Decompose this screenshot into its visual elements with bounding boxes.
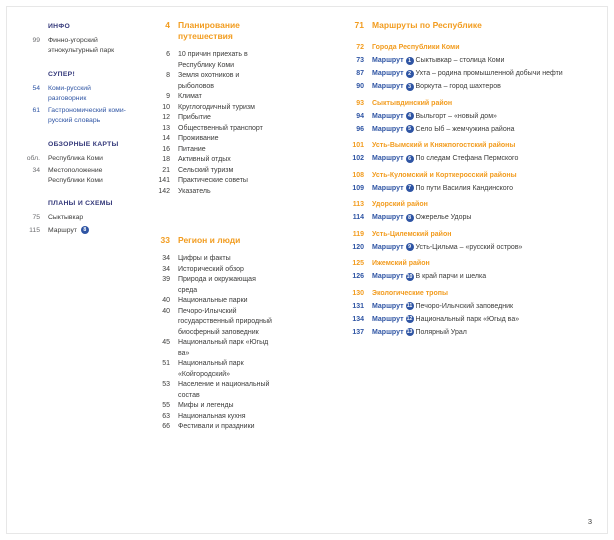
toc-entry	[20, 106, 130, 126]
group-page-number: 125	[352, 260, 364, 268]
toc-entry	[150, 103, 272, 114]
toc-entry	[150, 412, 272, 423]
entry-label: Активный отдых	[178, 156, 231, 164]
group-page-number: 108	[352, 171, 364, 179]
route-entry-text: Печоро-Илычский заповедник	[415, 302, 514, 310]
route-entry	[344, 302, 604, 313]
entry-page-number: 87	[356, 70, 364, 78]
toc-entry	[150, 71, 272, 92]
sidebar-section-title: ОБЗОРНЫЕ КАРТЫ	[48, 140, 119, 148]
route-entry-text: Сыктывкар – столица Коми	[415, 57, 505, 65]
route-number-badge: 4	[406, 112, 414, 120]
entry-page-number: 94	[356, 112, 364, 120]
page-number: 3	[587, 517, 592, 526]
route-number-badge: 9	[406, 243, 414, 251]
route-group-header	[344, 230, 604, 241]
route-word-label: Маршрут	[372, 302, 404, 310]
group-page-number: 101	[352, 142, 364, 150]
entry-page-number: 9	[166, 93, 170, 101]
toc-entry	[150, 296, 272, 307]
toc-entry	[150, 187, 272, 198]
route-entry	[344, 213, 604, 224]
entry-label: Фестивали и праздники	[178, 423, 255, 431]
entry-page-number: 34	[32, 166, 40, 174]
route-word-label: Маршрут	[372, 243, 404, 251]
toc-entry	[150, 113, 272, 124]
entry-page-number: 53	[162, 381, 170, 389]
route-group-header	[344, 200, 604, 211]
sidebar-section-title: ПЛАНЫ И СХЕМЫ	[48, 200, 113, 208]
route-group-header	[344, 171, 604, 182]
entry-page-number: 40	[162, 297, 170, 305]
route-number-badge: 7	[406, 184, 414, 192]
entry-label: Проживание	[178, 135, 219, 143]
route-word-label: Маршрут	[372, 125, 404, 133]
route-word-label: Маршрут	[372, 315, 404, 323]
route-number-badge: 8	[406, 214, 414, 222]
route-label	[372, 184, 604, 195]
route-entry-text: Национальный парк «Югыд ва»	[415, 315, 520, 323]
entry-page-number: 131	[352, 302, 364, 310]
route-number-badge: 12	[406, 316, 413, 323]
entry-page-number: 114	[352, 214, 364, 222]
toc-entry	[150, 92, 272, 103]
entry-label: 10 причин приехать в Республику Коми	[178, 51, 248, 69]
route-entry	[344, 112, 604, 123]
route-label	[372, 69, 604, 80]
route-group	[344, 230, 604, 254]
entry-label: Исторический обзор	[178, 265, 244, 273]
route-entry	[344, 69, 604, 80]
entry-label: Прибытие	[178, 114, 211, 122]
entry-page-number: 134	[352, 315, 364, 323]
route-entry	[344, 82, 604, 93]
entry-page-number: 137	[352, 328, 364, 336]
entry-page-number: 63	[162, 412, 170, 420]
route-group-title: Усть-Вымский и Княжпогостский районы	[372, 142, 516, 150]
route-label	[372, 315, 604, 326]
toc-entry	[150, 134, 272, 145]
route-group-title: Ижемский район	[372, 260, 430, 268]
route-label	[372, 154, 604, 165]
entry-page-number: 73	[356, 57, 364, 65]
route-entry	[344, 272, 604, 283]
entry-label: Общественный транспорт	[178, 124, 263, 132]
entry-page-number: 55	[162, 402, 170, 410]
toc-entry	[150, 380, 272, 401]
route-number-badge: 2	[406, 70, 414, 78]
entry-page-number: 54	[32, 84, 40, 92]
entry-label: Национальный парк «Югыд ва»	[178, 339, 269, 357]
entry-page-number: 16	[162, 145, 170, 153]
entry-label: Круглогодичный туризм	[178, 103, 255, 111]
entry-label: Местоположение Республики Коми	[48, 166, 103, 185]
route-number-badge: 6	[406, 155, 414, 163]
route-label	[372, 82, 604, 93]
route-entry-text: По следам Стефана Пермского	[415, 155, 519, 163]
sidebar-section	[20, 199, 130, 236]
entry-label: Население и национальный состав	[178, 381, 270, 399]
route-word-label: Маршрут	[372, 184, 404, 192]
entry-label: Сыктывкар	[48, 214, 84, 222]
toc-entry	[150, 265, 272, 276]
toc-entry	[20, 36, 130, 56]
toc-entry	[150, 145, 272, 156]
route-group-title: Города Республики Коми	[372, 44, 460, 52]
group-page-number: 119	[352, 230, 364, 238]
route-label	[372, 328, 604, 339]
route-number-badge: 3	[406, 83, 414, 91]
route-label	[372, 243, 604, 254]
section-page-number: 33	[160, 235, 170, 246]
entry-page-number: обл.	[26, 154, 40, 162]
toc-entry	[20, 213, 130, 223]
main-toc-column	[150, 20, 272, 433]
entry-page-number: 8	[166, 72, 170, 80]
route-word-label: Маршрут	[372, 328, 404, 336]
route-label	[372, 272, 604, 283]
toc-entry	[150, 254, 272, 265]
toc-entry	[150, 124, 272, 135]
section-title: Регион и люди	[178, 235, 241, 246]
entry-page-number: 6	[166, 51, 170, 59]
entry-page-number: 90	[356, 83, 364, 91]
route-group	[344, 43, 604, 93]
section-page-number: 4	[165, 20, 170, 30]
route-group-title: Усть-Куломский и Корткеросский районы	[372, 171, 517, 179]
entry-page-number: 109	[352, 184, 364, 192]
toc-entry	[150, 155, 272, 166]
routes-section-header	[344, 20, 604, 31]
route-number-badge: 5	[406, 125, 414, 133]
sidebar-section	[20, 22, 130, 57]
routes-column	[344, 20, 604, 344]
route-word-label: Маршрут	[372, 83, 404, 91]
sidebar-section-title: ИНФО	[48, 23, 71, 30]
entry-page-number: 18	[162, 156, 170, 164]
route-group-title: Экологические тропы	[372, 289, 448, 297]
entry-page-number: 66	[162, 423, 170, 431]
route-entry-text: По пути Василия Кандинского	[415, 184, 513, 192]
group-page-number: 93	[356, 99, 364, 107]
toc-entry	[150, 166, 272, 177]
entry-page-number: 21	[162, 166, 170, 174]
entry-label: Финно-угорский этнокультурный парк	[48, 37, 115, 55]
toc-entry	[150, 401, 272, 412]
route-entry	[344, 154, 604, 165]
toc-section-header	[150, 20, 272, 42]
route-label	[372, 56, 604, 67]
entry-label: Указатель	[178, 187, 211, 195]
route-number-badge: 8	[81, 226, 89, 234]
entry-label: Природа и окружающая среда	[178, 276, 256, 294]
entry-page-number: 96	[356, 125, 364, 133]
entry-page-number: 141	[158, 177, 170, 185]
toc-section-header	[150, 235, 272, 246]
entry-label: Сельский туризм	[178, 166, 234, 174]
entry-label: Земля охотников и рыболовов	[178, 72, 240, 90]
route-group-header	[344, 259, 604, 270]
toc-entry	[150, 338, 272, 359]
route-entry-text: Ожерелье Удоры	[415, 214, 472, 222]
route-group	[344, 289, 604, 339]
entry-label: Практические советы	[178, 177, 248, 185]
entry-page-number: 34	[162, 265, 170, 273]
route-group-header	[344, 99, 604, 110]
toc-entry	[20, 84, 130, 104]
route-group-header	[344, 289, 604, 300]
entry-label: Питание	[178, 145, 206, 153]
route-word-label: Маршрут	[372, 155, 404, 163]
entry-page-number: 99	[32, 37, 40, 45]
entry-label: Национальный парк «Койгородский»	[178, 360, 244, 378]
route-label	[372, 112, 604, 123]
entry-label: Мифы и легенды	[178, 402, 234, 410]
toc-entry	[20, 226, 130, 236]
route-group	[344, 200, 604, 224]
entry-label: Национальная кухня	[178, 412, 246, 420]
route-entry-text: Село Ыб – жемчужина района	[415, 125, 515, 133]
route-entry	[344, 243, 604, 254]
entry-page-number: 126	[352, 273, 364, 281]
entry-page-number: 10	[162, 103, 170, 111]
entry-label: Республика Коми	[48, 154, 103, 162]
sidebar-column	[20, 22, 130, 249]
entry-label: Печоро-Илычский государственный природный биосферный заповедник	[178, 307, 272, 336]
route-word-label: Маршрут	[372, 112, 404, 120]
entry-page-number: 75	[32, 214, 40, 222]
route-group	[344, 141, 604, 165]
group-page-number: 72	[356, 44, 364, 52]
route-word-label: Маршрут	[372, 273, 404, 281]
route-word-label: Маршрут	[372, 57, 404, 65]
route-entry	[344, 184, 604, 195]
route-label	[372, 213, 604, 224]
route-number-badge: 1	[406, 57, 414, 65]
toc-entry	[150, 307, 272, 339]
entry-page-number: 142	[158, 187, 170, 195]
sidebar-section	[20, 70, 130, 127]
route-group-title: Усть-Цилемский район	[372, 230, 452, 238]
toc-section	[150, 20, 272, 197]
entry-label: Климат	[178, 93, 202, 101]
group-page-number: 113	[352, 201, 364, 209]
section-page-number: 71	[354, 20, 364, 30]
route-number-badge: 11	[406, 303, 413, 310]
entry-page-number: 51	[162, 360, 170, 368]
toc-entry	[150, 176, 272, 187]
sidebar-section	[20, 140, 130, 187]
entry-page-number: 34	[162, 255, 170, 263]
route-group-header	[344, 43, 604, 54]
route-entry-text: Ухта – родина промышленной добычи нефти	[415, 70, 563, 78]
section-title: Планирование путешествия	[178, 20, 240, 42]
route-number-badge: 10	[406, 273, 413, 280]
toc-entry	[150, 50, 272, 71]
route-group	[344, 99, 604, 136]
route-entry	[344, 315, 604, 326]
entry-page-number: 115	[29, 226, 40, 234]
sidebar-section-title: СУПЕР!	[48, 70, 76, 78]
route-entry-text: Полярный Урал	[415, 328, 467, 336]
entry-page-number: 14	[162, 135, 170, 143]
entry-page-number: 39	[162, 276, 170, 284]
route-entry	[344, 125, 604, 136]
route-label	[372, 302, 604, 313]
route-group-header	[344, 141, 604, 152]
toc-section	[150, 235, 272, 433]
route-word-label: Маршрут	[372, 70, 404, 78]
route-group	[344, 171, 604, 195]
route-number-badge: 13	[406, 329, 413, 336]
route-group-title: Удорский район	[372, 201, 428, 209]
route-word-label: Маршрут	[372, 214, 404, 222]
toc-entry	[150, 359, 272, 380]
entry-page-number: 40	[162, 307, 170, 315]
route-label	[372, 125, 604, 136]
route-entry-text: Усть-Цильма – «русский остров»	[415, 243, 523, 251]
entry-label: Маршрут 8	[48, 226, 130, 236]
entry-label: Гастрономический коми-русский словарь	[48, 107, 126, 125]
entry-page-number: 45	[162, 339, 170, 347]
entry-page-number: 102	[352, 155, 364, 163]
entry-page-number: 120	[352, 243, 364, 251]
toc-entry	[150, 275, 272, 296]
entry-page-number: 13	[162, 124, 170, 132]
route-entry	[344, 56, 604, 67]
entry-label: Коми-русский разговорник	[48, 84, 91, 102]
route-group-title: Сыктывдинский район	[372, 99, 453, 107]
toc-entry	[20, 154, 130, 164]
entry-label: Национальные парки	[178, 297, 248, 305]
route-entry	[344, 328, 604, 339]
route-groups	[344, 43, 604, 338]
toc-entry	[20, 166, 130, 186]
route-entry-text: В край парчи и шелка	[415, 273, 487, 281]
entry-label: Цифры и факты	[178, 255, 231, 263]
entry-page-number: 61	[32, 107, 40, 115]
section-title: Маршруты по Республике	[372, 20, 482, 30]
route-entry-text: Воркута – город шахтеров	[415, 83, 501, 91]
group-page-number: 130	[352, 289, 364, 297]
entry-page-number: 12	[162, 114, 170, 122]
route-entry-text: Выльгорт – «новый дом»	[415, 112, 497, 120]
toc-entry	[150, 422, 272, 433]
route-group	[344, 259, 604, 283]
